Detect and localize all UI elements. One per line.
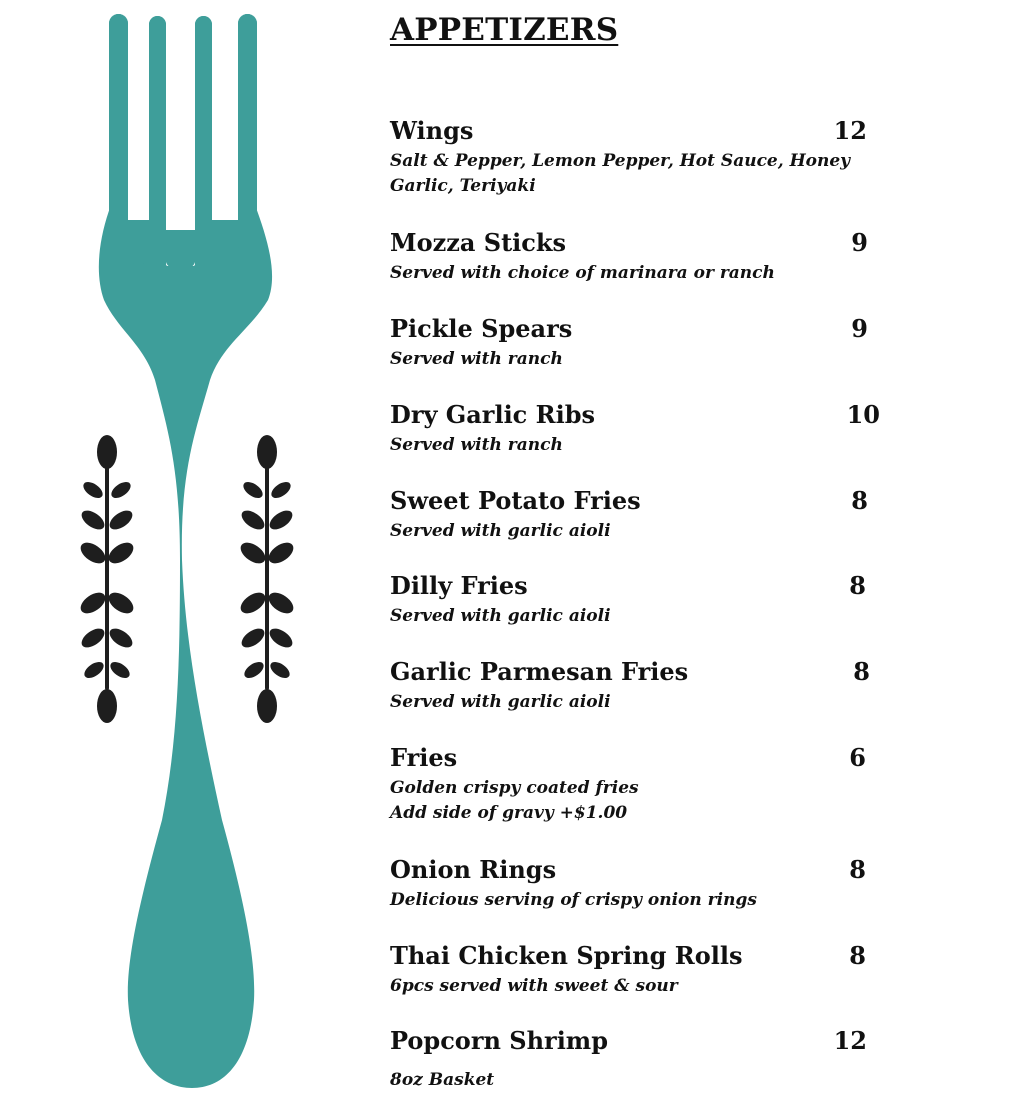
item-price: 8 — [849, 855, 866, 884]
item-name: Pickle Spears — [390, 314, 573, 343]
item-description-line: 6pcs served with sweet & sour — [390, 976, 678, 996]
item-description-line: Delicious serving of crispy onion rings — [390, 890, 757, 910]
item-price: 8 — [849, 571, 866, 600]
leaf-sprig-icon-left — [77, 435, 137, 723]
item-description — [390, 690, 830, 715]
item-name: Garlic Parmesan Fries — [390, 657, 689, 686]
item-name: Onion Rings — [390, 855, 557, 884]
item-description — [390, 261, 830, 286]
item-price: 9 — [851, 228, 868, 257]
item-price: 8 — [851, 486, 868, 515]
fork-illustration — [0, 0, 360, 1120]
item-description — [390, 347, 830, 372]
item-name: Fries — [390, 743, 458, 772]
item-description — [390, 776, 830, 826]
item-price: 8 — [853, 657, 870, 686]
item-description-line: Served with ranch — [390, 435, 563, 455]
item-name: Mozza Sticks — [390, 228, 567, 257]
item-description — [390, 604, 830, 629]
menu-title: APPETIZERS — [390, 12, 619, 48]
item-description-line: Golden crispy coated fries — [390, 778, 639, 798]
item-description — [390, 149, 851, 199]
item-name: Dry Garlic Ribs — [390, 400, 596, 429]
item-description-line: 8oz Basket — [390, 1070, 495, 1090]
item-price: 6 — [849, 743, 866, 772]
item-description-line: Add side of gravy +$1.00 — [390, 803, 628, 823]
item-description-line: Served with choice of marinara or ranch — [390, 263, 775, 283]
item-description-line: Served with garlic aioli — [390, 692, 611, 712]
item-description — [390, 888, 830, 913]
item-name: Wings — [390, 116, 474, 145]
item-name: Sweet Potato Fries — [390, 486, 641, 515]
item-price: 12 — [833, 1026, 867, 1055]
item-description-line: Salt & Pepper, Lemon Pepper, Hot Sauce, Honey — [390, 151, 851, 171]
item-name: Popcorn Shrimp — [390, 1026, 608, 1055]
item-description — [390, 519, 830, 544]
item-price: 9 — [851, 314, 868, 343]
item-description — [390, 1068, 830, 1093]
item-description-line: Served with ranch — [390, 349, 563, 369]
item-price: 12 — [833, 116, 867, 145]
item-price: 10 — [846, 400, 880, 429]
item-description-line: Garlic, Teriyaki — [390, 176, 536, 196]
item-description — [390, 974, 830, 999]
item-description-line: Served with garlic aioli — [390, 606, 611, 626]
item-description-line: Served with garlic aioli — [390, 521, 611, 541]
leaf-sprig-icon-right — [237, 435, 297, 723]
item-price: 8 — [849, 941, 866, 970]
item-name: Dilly Fries — [390, 571, 528, 600]
appetizer-menu — [390, 0, 890, 1120]
item-description — [390, 433, 830, 458]
item-name: Thai Chicken Spring Rolls — [390, 941, 743, 970]
